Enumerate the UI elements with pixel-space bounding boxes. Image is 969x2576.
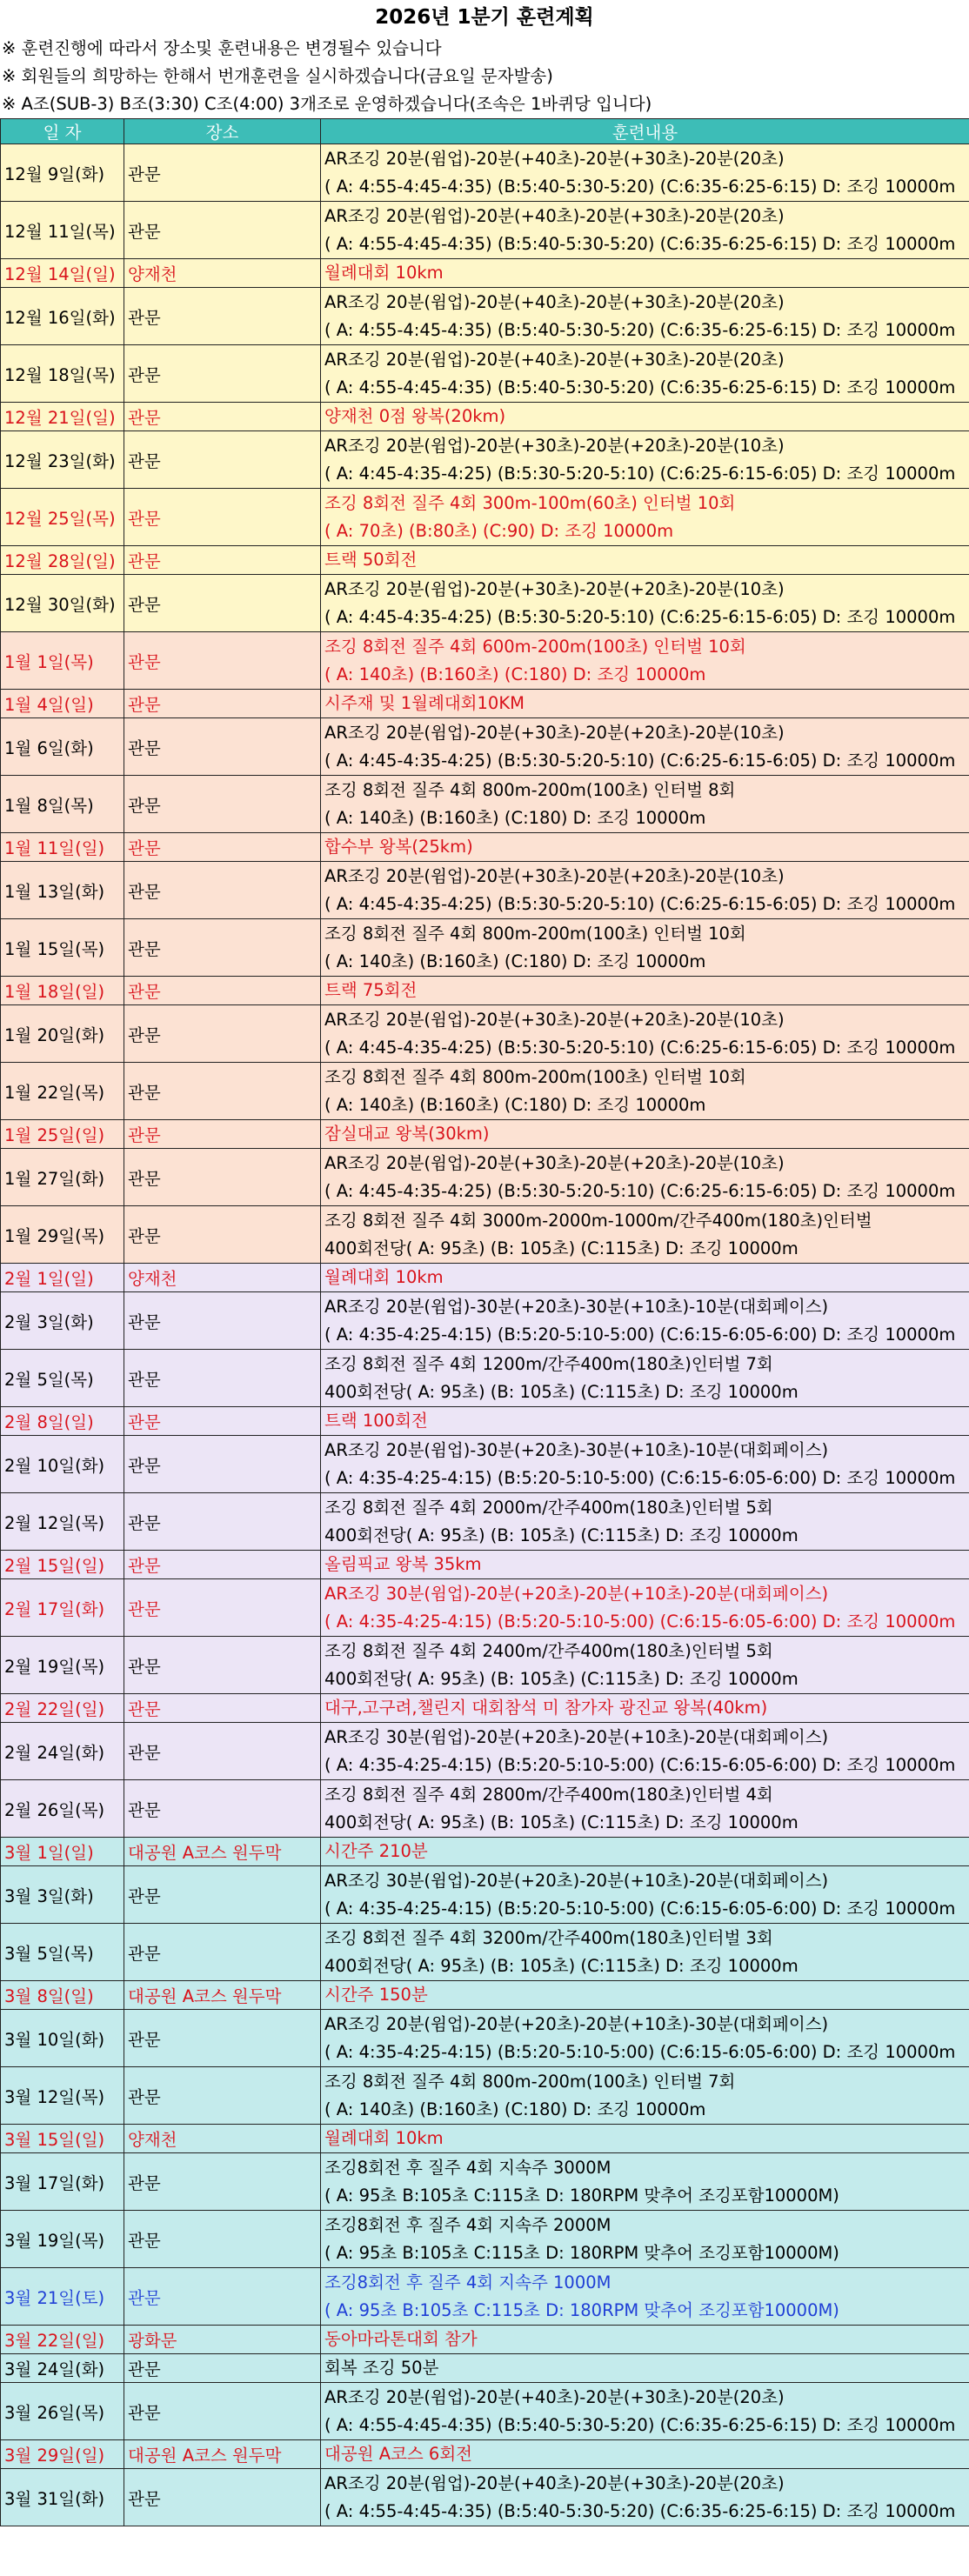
place-cell: 관문 [124,2383,321,2440]
content-cell [321,718,969,776]
date-cell: 3월 12일(목) [1,2067,124,2125]
content-line: AR조깅 20분(윔업)-20분(+40초)-20분(+30초)-20분(20초) [324,349,785,370]
date-cell: 2월 15일(일) [1,1551,124,1579]
content-line: ( A: 4:45-4:35-4:25) (B:5:30-5:20-5:10) (C:6:25-6:15-6:05) D: 조깅 10000m [324,606,956,627]
table-row [1,690,969,718]
table-row [1,2010,969,2067]
date-cell: 1월 6일(화) [1,718,124,776]
place-cell: 관문 [124,1005,321,1063]
content-line: ( A: 140초) (B:160초) (C:180) D: 조깅 10000m [324,664,706,684]
content-cell [321,2354,969,2383]
date-cell: 1월 1일(목) [1,632,124,690]
date-cell: 2월 5일(목) [1,1350,124,1407]
content-cell [321,776,969,833]
content-line: 400회전당( A: 95초) (B: 105초) (C:115초) D: 조깅 10000m [324,1955,799,1976]
content-line: ( A: 4:45-4:35-4:25) (B:5:30-5:20-5:10) (C:6:25-6:15-6:05) D: 조깅 10000m [324,750,956,771]
content-line: 월례대회 10km [324,1267,444,1287]
table-row [1,1866,969,1924]
place-cell: 관문 [124,632,321,690]
place-cell: 관문 [124,1120,321,1149]
content-cell [321,690,969,718]
date-cell: 1월 27일(화) [1,1149,124,1206]
place-cell: 관문 [124,833,321,862]
content-line: 트랙 100회전 [324,1411,428,1431]
content-cell [321,2383,969,2440]
content-cell [321,288,969,345]
content-cell [321,2268,969,2326]
date-cell: 3월 1일(일) [1,1838,124,1866]
content-cell [321,2469,969,2526]
content-cell [321,202,969,259]
content-cell [321,1292,969,1350]
content-line: ( A: 4:55-4:45-4:35) (B:5:40-5:30-5:20) (C:6:35-6:25-6:15) D: 조깅 10000m [324,176,956,197]
date-cell: 12월 23일(화) [1,431,124,489]
content-line: AR조깅 20분(윔업)-20분(+30초)-20분(+20초)-20분(10초) [324,435,785,456]
date-cell: 3월 17일(화) [1,2153,124,2211]
table-row [1,288,969,345]
content-line: ( A: 4:45-4:35-4:25) (B:5:30-5:20-5:10) (C:6:25-6:15-6:05) D: 조깅 10000m [324,893,956,914]
content-cell [321,1005,969,1063]
content-line: 합수부 왕복(25km) [324,837,473,857]
content-line: ( A: 95초 B:105초 C:115초 D: 180RPM 맞추어 조깅포함10000M) [324,2185,839,2206]
content-cell [321,1407,969,1436]
content-cell [321,1866,969,1924]
content-line: 조깅 8회전 질주 4회 3000m-2000m-1000m/간주400m(180초)인터벌 [324,1210,872,1231]
content-line: ( A: 4:55-4:45-4:35) (B:5:40-5:30-5:20) (C:6:35-6:25-6:15) D: 조깅 10000m [324,377,956,397]
content-line: AR조깅 20분(윔업)-20분(+30초)-20분(+20초)-20분(10초) [324,578,785,599]
content-line: 동아마라톤대회 참가 [324,2329,478,2349]
content-cell [321,546,969,575]
table-row [1,431,969,489]
content-cell [321,1838,969,1866]
content-line: 조깅 8회전 질주 4회 800m-200m(100초) 인터벌 10회 [324,1066,746,1087]
schedule-body [1,144,969,2526]
place-cell: 관문 [124,1637,321,1694]
content-line: 조깅8회전 후 질주 4회 지속주 2000M [324,2214,611,2235]
content-line: ( A: 4:45-4:35-4:25) (B:5:30-5:20-5:10) (C:6:25-6:15-6:05) D: 조깅 10000m [324,1180,956,1201]
content-line: 조깅 8회전 질주 4회 2800m/간주400m(180초)인터벌 4회 [324,1784,773,1805]
place-cell: 관문 [124,2268,321,2326]
content-cell [321,2125,969,2153]
content-cell [321,2211,969,2268]
date-cell: 2월 3일(화) [1,1292,124,1350]
content-cell [321,977,969,1005]
content-line: 조깅 8회전 질주 4회 2400m/간주400m(180초)인터벌 5회 [324,1640,773,1661]
content-cell [321,575,969,632]
place-cell: 관문 [124,919,321,977]
place-cell: 양재천 [124,259,321,288]
content-cell [321,2067,969,2125]
place-cell: 관문 [124,862,321,919]
date-cell: 12월 14일(일) [1,259,124,288]
content-cell [321,1924,969,1981]
training-schedule-table [0,118,969,2526]
place-cell: 관문 [124,718,321,776]
date-cell: 2월 26일(목) [1,1780,124,1838]
content-cell [321,1981,969,2010]
content-line: 조깅 8회전 질주 4회 2000m/간주400m(180초)인터벌 5회 [324,1497,773,1518]
table-row [1,2440,969,2469]
content-line: 양재천 0점 왕복(20km) [324,406,506,426]
place-cell: 관문 [124,2211,321,2268]
place-cell: 관문 [124,1551,321,1579]
table-row [1,2383,969,2440]
date-cell: 12월 30일(화) [1,575,124,632]
content-cell [321,919,969,977]
place-cell: 관문 [124,546,321,575]
content-line: 잠실대교 왕복(30km) [324,1124,490,1144]
table-row [1,259,969,288]
content-line: AR조깅 20분(윔업)-20분(+20초)-20분(+10초)-30분(대회페이스) [324,2013,829,2034]
content-line: 400회전당( A: 95초) (B: 105초) (C:115초) D: 조깅 10000m [324,1525,799,1545]
table-row [1,1005,969,1063]
date-cell: 3월 10일(화) [1,2010,124,2067]
date-cell: 3월 19일(목) [1,2211,124,2268]
place-cell: 관문 [124,1407,321,1436]
content-line: AR조깅 20분(윔업)-30분(+20초)-30분(+10초)-10분(대회페이스) [324,1296,829,1317]
table-row [1,1780,969,1838]
content-line: 조깅 8회전 질주 4회 800m-200m(100초) 인터벌 8회 [324,779,736,800]
content-cell [321,1551,969,1579]
content-cell [321,489,969,546]
content-line: 조깅 8회전 질주 4회 3200m/간주400m(180초)인터벌 3회 [324,1927,773,1948]
table-row [1,977,969,1005]
date-cell: 12월 21일(일) [1,403,124,431]
place-cell: 관문 [124,1579,321,1637]
content-line: ( A: 95초 B:105초 C:115초 D: 180RPM 맞추어 조깅포함10000M) [324,2299,839,2320]
table-row [1,144,969,202]
table-row [1,632,969,690]
content-line: ( A: 4:35-4:25-4:15) (B:5:20-5:10-5:00) (C:6:15-6:05-6:00) D: 조깅 10000m [324,1611,956,1632]
content-cell [321,2153,969,2211]
date-cell: 12월 9일(화) [1,144,124,202]
place-cell: 관문 [124,2067,321,2125]
content-line: AR조깅 20분(윔업)-20분(+40초)-20분(+30초)-20분(20초) [324,2386,785,2407]
content-line: 조깅8회전 후 질주 4회 지속주 3000M [324,2157,611,2178]
date-cell: 2월 12일(목) [1,1493,124,1551]
place-cell: 관문 [124,977,321,1005]
content-cell [321,1694,969,1723]
content-line: 조깅 8회전 질주 4회 800m-200m(100초) 인터벌 10회 [324,923,746,944]
place-cell: 관문 [124,1694,321,1723]
content-line: 시간주 210분 [324,1841,428,1861]
table-row [1,1924,969,1981]
date-cell: 2월 22일(일) [1,1694,124,1723]
notice-line: ※ 훈련진행에 따라서 장소및 훈련내용은 변경될수 있습니다 [2,38,442,58]
date-cell: 1월 11일(일) [1,833,124,862]
place-cell: 관문 [124,690,321,718]
date-cell: 12월 16일(화) [1,288,124,345]
content-line: 조깅 8회전 질주 4회 600m-200m(100초) 인터벌 10회 [324,636,746,657]
content-cell [321,1120,969,1149]
content-cell [321,1149,969,1206]
table-row [1,2354,969,2383]
table-row [1,345,969,403]
place-cell: 관문 [124,1149,321,1206]
table-row [1,1694,969,1723]
date-cell: 1월 25일(일) [1,1120,124,1149]
content-line: 회복 조깅 50분 [324,2358,439,2378]
column-header-content: 훈련내용 [321,119,969,144]
table-row [1,1637,969,1694]
column-header-place: 장소 [124,119,321,144]
date-cell: 2월 17일(화) [1,1579,124,1637]
content-cell [321,1579,969,1637]
table-row [1,1292,969,1350]
date-cell: 1월 29일(목) [1,1206,124,1264]
content-cell [321,431,969,489]
table-row [1,1551,969,1579]
date-cell: 3월 15일(일) [1,2125,124,2153]
place-cell: 관문 [124,2153,321,2211]
date-cell: 3월 29일(일) [1,2440,124,2469]
place-cell: 관문 [124,1436,321,1493]
table-row [1,1120,969,1149]
notice-line: ※ 회원들의 희망하는 한해서 번개훈련을 실시하겠습니다(금요일 문자발송) [2,66,553,86]
table-row [1,1579,969,1637]
table-row [1,1493,969,1551]
content-cell [321,1637,969,1694]
date-cell: 1월 15일(목) [1,919,124,977]
date-cell: 2월 24일(화) [1,1723,124,1780]
date-cell: 1월 20일(화) [1,1005,124,1063]
content-line: 시간주 150분 [324,1985,428,2005]
content-line: ( A: 140초) (B:160초) (C:180) D: 조깅 10000m [324,807,706,828]
place-cell: 관문 [124,431,321,489]
table-row [1,1407,969,1436]
content-cell [321,2440,969,2469]
content-line: ( A: 4:35-4:25-4:15) (B:5:20-5:10-5:00) (C:6:15-6:05-6:00) D: 조깅 10000m [324,1324,956,1345]
content-line: ( A: 70초) (B:80초) (C:90) D: 조깅 10000m [324,520,674,541]
content-line: ( A: 4:35-4:25-4:15) (B:5:20-5:10-5:00) (C:6:15-6:05-6:00) D: 조깅 10000m [324,2041,956,2062]
place-cell: 관문 [124,1723,321,1780]
content-line: 조깅 8회전 질주 4회 800m-200m(100초) 인터벌 7회 [324,2071,736,2092]
place-cell: 대공원 A코스 원두막 [124,1838,321,1866]
content-line: ( A: 4:55-4:45-4:35) (B:5:40-5:30-5:20) (C:6:35-6:25-6:15) D: 조깅 10000m [324,2500,956,2521]
table-row [1,919,969,977]
content-line: AR조깅 20분(윔업)-20분(+30초)-20분(+20초)-20분(10초) [324,722,785,743]
place-cell: 관문 [124,1292,321,1350]
date-cell: 3월 8일(일) [1,1981,124,2010]
table-row [1,575,969,632]
content-line: AR조깅 20분(윔업)-20분(+30초)-20분(+20초)-20분(10초) [324,865,785,886]
place-cell: 관문 [124,288,321,345]
content-line: ( A: 4:35-4:25-4:15) (B:5:20-5:10-5:00) (C:6:15-6:05-6:00) D: 조깅 10000m [324,1754,956,1775]
place-cell: 관문 [124,1206,321,1264]
content-line: ( A: 4:55-4:45-4:35) (B:5:40-5:30-5:20) (C:6:35-6:25-6:15) D: 조깅 10000m [324,2414,956,2435]
table-row [1,1206,969,1264]
date-cell: 2월 8일(일) [1,1407,124,1436]
table-row [1,1723,969,1780]
table-row [1,2211,969,2268]
content-line: ( A: 4:55-4:45-4:35) (B:5:40-5:30-5:20) (C:6:35-6:25-6:15) D: 조깅 10000m [324,233,956,254]
content-cell [321,2326,969,2354]
content-line: AR조깅 20분(윔업)-20분(+40초)-20분(+30초)-20분(20초) [324,205,785,226]
place-cell: 양재천 [124,1264,321,1292]
content-line: 조깅 8회전 질주 4회 300m-100m(60초) 인터벌 10회 [324,492,736,513]
content-line: ( A: 4:35-4:25-4:15) (B:5:20-5:10-5:00) (C:6:15-6:05-6:00) D: 조깅 10000m [324,1898,956,1919]
content-line: 400회전당( A: 95초) (B: 105초) (C:115초) D: 조깅 10000m [324,1238,799,1258]
content-cell [321,144,969,202]
place-cell: 관문 [124,776,321,833]
notice-line: ※ A조(SUB-3) B조(3:30) C조(4:00) 3개조로 운영하겠습니다(조속은 1바퀴당 입니다) [2,94,652,114]
place-cell: 관문 [124,2010,321,2067]
content-line: AR조깅 30분(윔업)-20분(+20초)-20분(+10초)-20분(대회페이스) [324,1583,829,1604]
content-line: 대구,고구려,챌린지 대회참석 미 참가자 광진교 왕복(40km) [324,1698,768,1718]
content-line: AR조깅 20분(윔업)-20분(+40초)-20분(+30초)-20분(20초) [324,2473,785,2493]
content-line: ( A: 4:45-4:35-4:25) (B:5:30-5:20-5:10) (C:6:25-6:15-6:05) D: 조깅 10000m [324,1037,956,1058]
content-line: AR조깅 20분(윔업)-20분(+30초)-20분(+20초)-20분(10초) [324,1009,785,1030]
date-cell: 1월 22일(목) [1,1063,124,1120]
content-line: ( A: 140초) (B:160초) (C:180) D: 조깅 10000m [324,2099,706,2119]
content-line: AR조깅 20분(윔업)-20분(+30초)-20분(+20초)-20분(10초) [324,1152,785,1173]
date-cell: 12월 28일(일) [1,546,124,575]
content-line: 트랙 75회전 [324,980,418,1000]
date-cell: 3월 3일(화) [1,1866,124,1924]
place-cell: 대공원 A코스 원두막 [124,1981,321,2010]
content-cell [321,1264,969,1292]
table-row [1,1149,969,1206]
content-line: ( A: 4:55-4:45-4:35) (B:5:40-5:30-5:20) (C:6:35-6:25-6:15) D: 조깅 10000m [324,319,956,340]
content-line: 조깅 8회전 질주 4회 1200m/간주400m(180초)인터벌 7회 [324,1353,773,1374]
place-cell: 관문 [124,1866,321,1924]
content-line: AR조깅 20분(윔업)-30분(+20초)-30분(+10초)-10분(대회페이스) [324,1439,829,1460]
place-cell: 관문 [124,1493,321,1551]
date-cell: 2월 10일(화) [1,1436,124,1493]
table-row [1,2153,969,2211]
content-line: 400회전당( A: 95초) (B: 105초) (C:115초) D: 조깅 10000m [324,1381,799,1402]
content-line: AR조깅 30분(윔업)-20분(+20초)-20분(+10초)-20분(대회페이스) [324,1870,829,1891]
place-cell: 관문 [124,1924,321,1981]
table-row [1,403,969,431]
date-cell: 3월 21일(토) [1,2268,124,2326]
content-line: ( A: 95초 B:105초 C:115초 D: 180RPM 맞추어 조깅포함10000M) [324,2242,839,2263]
page-title: 2026년 1분기 훈련계획 [375,6,594,29]
date-cell: 12월 11일(목) [1,202,124,259]
place-cell: 관문 [124,345,321,403]
date-cell: 1월 8일(목) [1,776,124,833]
content-cell [321,1206,969,1264]
content-line: AR조깅 30분(윔업)-20분(+20초)-20분(+10초)-20분(대회페이스) [324,1726,829,1747]
date-cell: 3월 22일(일) [1,2326,124,2354]
content-line: 월례대회 10km [324,2128,444,2148]
place-cell: 관문 [124,403,321,431]
table-header-row [1,119,969,144]
table-row [1,776,969,833]
place-cell: 대공원 A코스 원두막 [124,2440,321,2469]
place-cell: 관문 [124,2354,321,2383]
table-row [1,1436,969,1493]
date-cell: 2월 1일(일) [1,1264,124,1292]
content-line: 400회전당( A: 95초) (B: 105초) (C:115초) D: 조깅 10000m [324,1812,799,1832]
table-row [1,718,969,776]
table-row [1,1838,969,1866]
date-cell: 1월 18일(일) [1,977,124,1005]
date-cell: 1월 13일(화) [1,862,124,919]
place-cell: 관문 [124,202,321,259]
content-line: 올림픽교 왕복 35km [324,1554,482,1574]
content-cell [321,632,969,690]
content-cell [321,1063,969,1120]
content-line: 시주재 및 1월례대회10KM [324,693,525,713]
place-cell: 관문 [124,489,321,546]
table-row [1,862,969,919]
content-cell [321,1780,969,1838]
content-line: 트랙 50회전 [324,550,418,570]
content-line: AR조깅 20분(윔업)-20분(+40초)-20분(+30초)-20분(20초) [324,148,785,169]
date-cell: 12월 25일(목) [1,489,124,546]
date-cell: 3월 5일(목) [1,1924,124,1981]
place-cell: 양재천 [124,2125,321,2153]
table-row [1,1350,969,1407]
content-cell [321,1723,969,1780]
content-cell [321,2010,969,2067]
column-header-date: 일 자 [1,119,124,144]
content-cell [321,345,969,403]
content-cell [321,403,969,431]
place-cell: 관문 [124,2469,321,2526]
table-row [1,546,969,575]
table-row [1,2067,969,2125]
place-cell: 관문 [124,1350,321,1407]
date-cell: 1월 4일(일) [1,690,124,718]
content-line: ( A: 140초) (B:160초) (C:180) D: 조깅 10000m [324,951,706,971]
table-row [1,2326,969,2354]
place-cell: 관문 [124,1063,321,1120]
content-line: ( A: 140초) (B:160초) (C:180) D: 조깅 10000m [324,1094,706,1115]
date-cell: 3월 31일(화) [1,2469,124,2526]
content-cell [321,1493,969,1551]
table-row [1,2125,969,2153]
content-cell [321,1350,969,1407]
table-row [1,2268,969,2326]
place-cell: 관문 [124,575,321,632]
date-cell: 12월 18일(목) [1,345,124,403]
table-row [1,1981,969,2010]
content-line: ( A: 4:45-4:35-4:25) (B:5:30-5:20-5:10) (C:6:25-6:15-6:05) D: 조깅 10000m [324,463,956,484]
content-cell [321,259,969,288]
table-row [1,833,969,862]
content-cell [321,1436,969,1493]
content-line: 대공원 A코스 6회전 [324,2444,473,2464]
table-row [1,1063,969,1120]
content-line: AR조깅 20분(윔업)-20분(+40초)-20분(+30초)-20분(20초) [324,291,785,312]
content-line: 조깅8회전 후 질주 4회 지속주 1000M [324,2272,611,2292]
place-cell: 광화문 [124,2326,321,2354]
content-line: 월례대회 10km [324,263,444,283]
date-cell: 3월 26일(목) [1,2383,124,2440]
date-cell: 2월 19일(목) [1,1637,124,1694]
place-cell: 관문 [124,1780,321,1838]
place-cell: 관문 [124,144,321,202]
table-row [1,489,969,546]
table-row [1,202,969,259]
content-line: ( A: 4:35-4:25-4:15) (B:5:20-5:10-5:00) (C:6:15-6:05-6:00) D: 조깅 10000m [324,1467,956,1488]
content-cell [321,862,969,919]
content-line: 400회전당( A: 95초) (B: 105초) (C:115초) D: 조깅 10000m [324,1668,799,1689]
table-row [1,2469,969,2526]
date-cell: 3월 24일(화) [1,2354,124,2383]
content-cell [321,833,969,862]
table-row [1,1264,969,1292]
